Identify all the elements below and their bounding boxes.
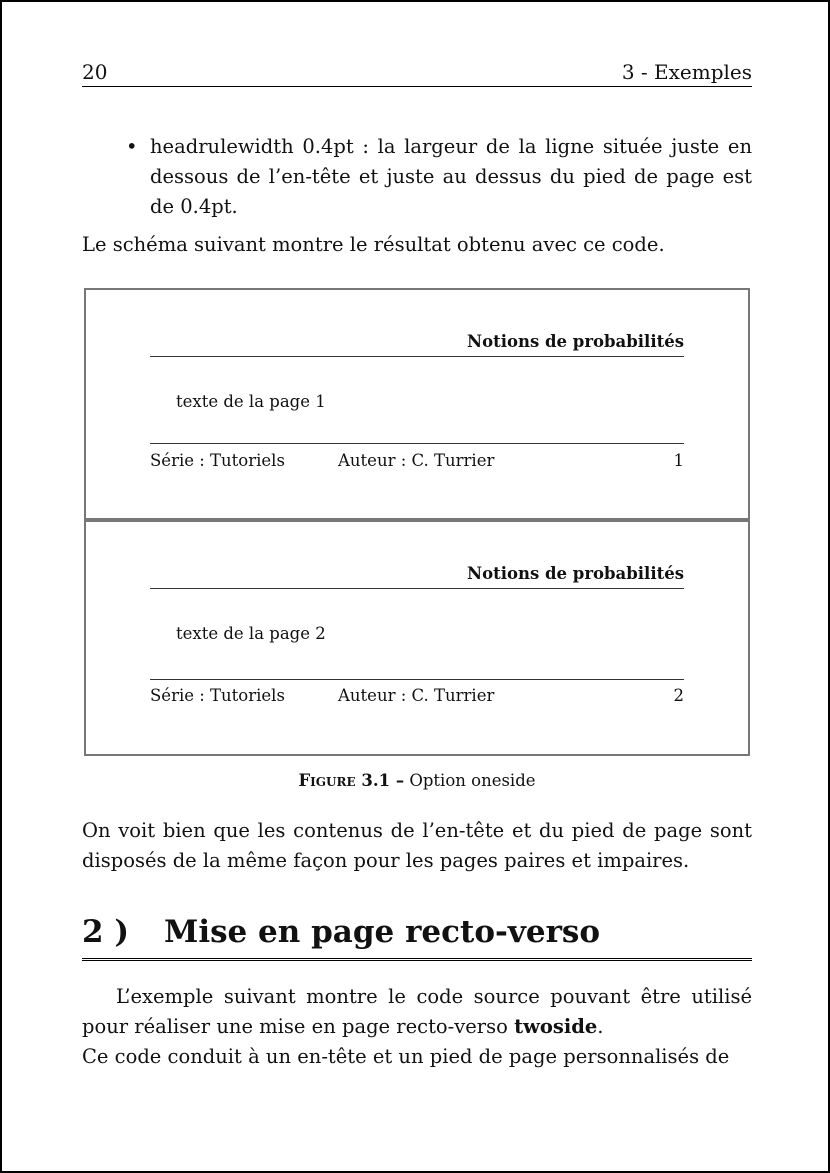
intro-paragraph: Le schéma suivant montre le résultat obtenu avec ce code. [82,233,665,256]
section-paragraph-end: . [597,1015,604,1038]
footer-author: Auteur : C. Turrier [338,451,495,470]
footer-rule [150,679,684,680]
caption-label: Figure 3.1 – [298,771,405,790]
twoside-keyword: twoside [514,1015,598,1038]
bullet-text: headrulewidth 0.4pt : la largeur de la ligne située juste en dessous de l’en-tête et juste au dessus du pied de page est de 0.4pt. [150,135,752,218]
section-heading [82,912,752,961]
section-paragraph-text: L’exemple suivant montre le code source pouvant être utilisé pour réaliser une mise en page recto-verso [82,985,752,1038]
figure-page-2 [84,520,750,756]
figure-page-body: texte de la page 2 [176,624,326,643]
page-number: 20 [82,60,108,84]
footer-author: Auteur : C. Turrier [338,686,495,705]
bullet-item [126,132,752,222]
section-paragraph-2: Ce code conduit à un en-tête et un pied de page personnalisés de [82,1045,730,1068]
header-rule [150,356,684,357]
after-figure-paragraph: On voit bien que les contenus de l’en-tête et du pied de page sont disposés de la même façon pour les pages paires et impaires. [82,819,752,872]
footer-rule [150,443,684,444]
figure-page-header: Notions de probabilités [466,564,684,583]
figure-page-1 [84,288,750,520]
section-number: 2 ) [82,914,130,950]
section-title: Mise en page recto-verso [164,914,601,950]
figure-page-body: texte de la page 1 [176,392,326,411]
figure-page-header: Notions de probabilités [466,332,684,351]
figure-oneside [84,288,750,758]
footer-series: Série : Tutoriels [150,686,285,705]
section-paragraph-1 [82,982,752,1042]
footer-page-number: 2 [673,686,684,705]
footer-series: Série : Tutoriels [150,451,285,470]
running-header [82,58,752,87]
footer-page-number: 1 [673,451,684,470]
header-rule [150,588,684,589]
caption-text: Option oneside [409,771,536,790]
bullet-icon: • [126,135,138,158]
figure-caption [82,771,752,790]
chapter-title: 3 - Exemples [621,60,752,84]
